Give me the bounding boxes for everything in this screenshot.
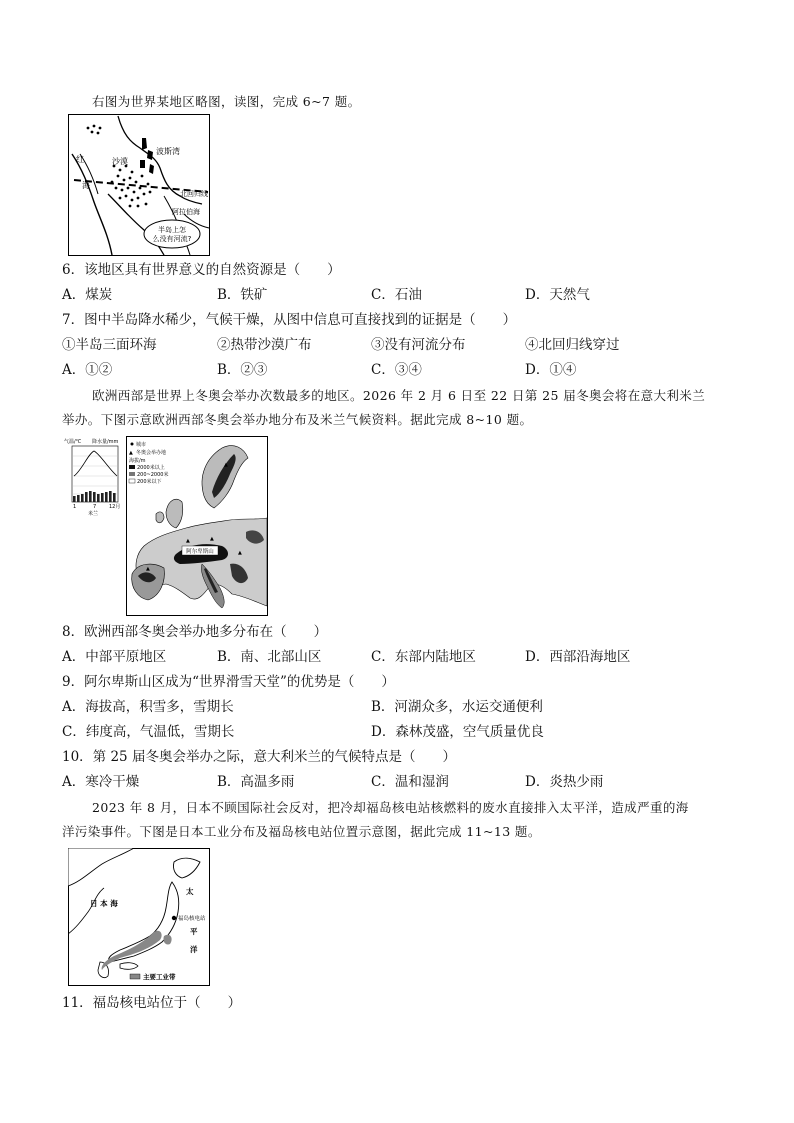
chart-precip-axis: 降水量/mm [92, 439, 119, 445]
label-sea-of-japan: 日 本 海 [90, 899, 118, 908]
q10-option-a[interactable]: A．寒冷干燥 [62, 774, 140, 790]
legend-host: 冬奥会举办地 [136, 450, 167, 456]
q8-option-c[interactable]: C．东部内陆地区 [371, 649, 476, 665]
q7-statements [62, 336, 742, 354]
q7-statement-2: ②热带沙漠广布 [217, 337, 312, 353]
q9-option-d[interactable]: D．森林茂盛，空气质量优良 [371, 724, 544, 740]
q9-stem: 9．阿尔卑斯山区成为“世界滑雪天堂”的优势是（ ） [62, 674, 395, 690]
q9-option-c[interactable]: C．纬度高，气温低，雪期长 [62, 724, 235, 740]
q7-option-d[interactable]: D．①④ [525, 362, 577, 378]
intro-11-13-line1: 2023 年 8 月，日本不顾国际社会反对，把冷却福岛核电站核燃料的废水直接排入太平洋，造成严重的海 [92, 800, 689, 815]
chart-month-12: 12月 [109, 504, 121, 510]
q10-option-b[interactable]: B．高温多雨 [217, 774, 295, 790]
q6-options [62, 286, 742, 304]
q9-option-a[interactable]: A．海拔高，积雪多，雪期长 [62, 699, 234, 715]
legend-low: 200米以下 [137, 479, 162, 485]
q6-option-d[interactable]: D．天然气 [525, 287, 590, 303]
arabia-map [68, 114, 210, 256]
q7-option-b[interactable]: B．②③ [217, 362, 268, 378]
q10-options [62, 773, 742, 791]
q8-stem: 8．欧洲西部冬奥会举办地多分布在（ ） [62, 624, 328, 640]
label-pacific-3: 洋 [190, 945, 198, 954]
svg-text:▲: ▲ [224, 462, 228, 468]
q10-stem: 10．第 25 届冬奥会举办之际，意大利米兰的气候特点是（ ） [62, 749, 456, 765]
q7-option-a[interactable]: A．①② [62, 362, 113, 378]
chart-temp-axis: 气温/℃ [64, 439, 82, 445]
milan-climate-chart [62, 436, 126, 516]
svg-text:▲: ▲ [186, 538, 190, 544]
svg-text:▲: ▲ [146, 566, 150, 572]
q8-option-a[interactable]: A．中部平原地区 [62, 649, 167, 665]
label-sea: 海 [82, 181, 90, 190]
chart-city: 米兰 [88, 511, 99, 516]
legend-industrial-belt: 主要工业带 [143, 973, 176, 981]
q8-option-d[interactable]: D．西部沿海地区 [525, 649, 631, 665]
label-persian-gulf: 波斯湾 [156, 147, 180, 156]
label-arabian-sea: 阿拉伯海 [172, 208, 200, 216]
q9-option-b[interactable]: B．河湖众多，水运交通便利 [371, 699, 543, 715]
intro-8-10-line1: 欧洲西部是世界上冬奥会举办次数最多的地区。2026 年 2 月 6 日至 22 日第 25 届冬奥会将在意大利米兰 [92, 388, 706, 403]
q6-option-b[interactable]: B．铁矿 [217, 287, 268, 303]
q10-option-c[interactable]: C．温和湿润 [371, 774, 449, 790]
q7-stem: 7．图中半岛降水稀少，气候干燥，从图中信息可直接找到的证据是（ ） [62, 312, 517, 328]
q7-statement-4: ④北回归线穿过 [525, 337, 620, 353]
label-desert: 沙漠 [112, 157, 128, 166]
svg-text:▲: ▲ [210, 536, 214, 542]
chart-month-7: 7 [93, 504, 97, 510]
legend-city: 城市 [136, 442, 147, 448]
legend-host-mark: ▲ [129, 450, 133, 456]
q8-options [62, 648, 742, 666]
label-alps: 阿尔卑斯山 [186, 549, 214, 555]
legend-mid: 200~2000米 [137, 472, 169, 478]
q6-stem: 6．该地区具有世界意义的自然资源是（ ） [62, 262, 341, 278]
japan-map [68, 848, 210, 986]
q7-options [62, 361, 742, 379]
svg-text:▲: ▲ [238, 550, 242, 556]
bubble-text-2: 么没有河流? [152, 235, 192, 243]
intro-8-10-line2: 举办。下图示意欧洲西部冬奥会举办地分布及米兰气候资料。据此完成 8~10 题。 [62, 412, 533, 427]
q6-option-c[interactable]: C．石油 [371, 287, 422, 303]
label-fukushima: 福岛核电站 [178, 916, 206, 922]
q6-option-a[interactable]: A．煤炭 [62, 287, 113, 303]
legend-high: 2000米以上 [137, 465, 165, 471]
label-tropic: 北回归线 [180, 190, 208, 198]
q9-options-row1 [62, 698, 742, 716]
q7-statement-1: ①半岛三面环海 [62, 337, 157, 353]
intro-11-13-line2: 洋污染事件。下图是日本工业分布及福岛核电站位置示意图，据此完成 11~13 题。 [62, 824, 541, 839]
q7-option-c[interactable]: C．③④ [371, 362, 422, 378]
q10-option-d[interactable]: D．炎热少雨 [525, 774, 604, 790]
bubble-text-1: 半岛上怎 [158, 226, 186, 234]
q7-statement-3: ③没有河流分布 [371, 337, 466, 353]
q8-option-b[interactable]: B．南、北部山区 [217, 649, 322, 665]
label-pacific-2: 平 [190, 927, 198, 936]
chart-month-1: 1 [73, 504, 77, 510]
europe-map [126, 436, 268, 616]
label-pacific-1: 太 [186, 887, 194, 896]
legend-elev: 海拔/m [129, 458, 146, 464]
label-red: 红 [76, 155, 84, 164]
intro-6-7: 右图为世界某地区略图，读图，完成 6~7 题。 [92, 94, 361, 109]
q9-options-row2 [62, 723, 742, 741]
q11-stem: 11．福岛核电站位于（ ） [62, 995, 242, 1011]
